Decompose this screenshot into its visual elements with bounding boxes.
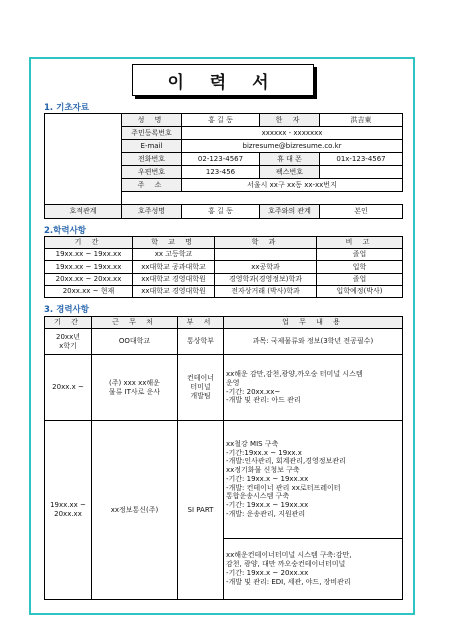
- career-company-line: 물류 IT사로 운사: [108, 387, 161, 396]
- edu-school: xx대학교 경영대학원: [133, 273, 215, 285]
- family-label: 호적관계: [45, 205, 122, 219]
- email-value: bizresume@bizresume.co.kr: [182, 140, 403, 153]
- mobile-label: 휴 대 폰: [260, 153, 320, 166]
- duty-line: 통합운송시스템 구축: [226, 492, 290, 501]
- duty-line: -기간: 20xx.xx~: [226, 387, 281, 396]
- career-dept: 통상학부: [178, 329, 224, 355]
- hanja-label: 한 자: [260, 114, 320, 127]
- address-label: 주 소: [122, 179, 182, 192]
- zip-label: 우편번호: [122, 166, 182, 179]
- edu-school: xx대학교 공과대학교: [133, 261, 215, 273]
- career-dept-line: 개발팀: [190, 391, 211, 400]
- duty-line: -개발 및 관리: EDI, 세관, 야드, 장비관리: [226, 577, 351, 586]
- section-basic-heading: 1. 기초자료: [44, 103, 89, 113]
- career-company: [92, 355, 178, 421]
- duty-line: -개발 및 관리: 아드 관리: [226, 396, 301, 405]
- rrn-value: xxxxxx - xxxxxxx: [182, 127, 403, 140]
- duty-line: 감천, 광양, 대만 까오숭컨테이너터미널: [226, 560, 346, 569]
- duty-line: -개발: 컨테이너 관리 xx로터프레이터: [226, 483, 341, 492]
- document-title: 이 력 서: [132, 64, 314, 96]
- edu-period: 20xx.xx ~ 현재: [45, 285, 133, 297]
- duty-line: -기간: 19xx.x ~ 19xx.xx: [226, 474, 309, 483]
- edu-header-school: 학 교 명: [133, 237, 215, 249]
- career-duties: 과목: 국제물류와 정보(3학년 전공필수): [224, 329, 403, 355]
- career-dept-line: 컨테이너: [186, 374, 215, 383]
- table-row: [45, 261, 403, 273]
- fax-label: 팩스번호: [260, 166, 320, 179]
- duty-line: xx정기화물 신청보 구축: [226, 466, 300, 475]
- edu-note: 입학예정(박사): [317, 285, 403, 297]
- table-row: [45, 420, 403, 538]
- table-row: [45, 355, 403, 421]
- duty-line: -기간:19xx.x ~ 19xx.x: [226, 448, 302, 457]
- duty-line: -개발: 운송관리, 지원관리: [226, 509, 306, 518]
- zip-value: 123-456: [182, 166, 260, 179]
- career-company-line: (주) xxx xx해운: [109, 378, 160, 387]
- photo-box: [45, 114, 122, 205]
- email-label: E-mail: [122, 140, 182, 153]
- mobile-value: 01x-123-4567: [320, 153, 403, 166]
- career-dept: SI PART: [178, 420, 224, 599]
- edu-note: 졸업: [317, 273, 403, 285]
- edu-major: 경영학과(경영정보)학과: [215, 273, 317, 285]
- education-table: [44, 236, 403, 298]
- edu-header-major: 학 과: [215, 237, 317, 249]
- duty-line: -기간: 19xx.x ~ 20xx.xx: [226, 568, 309, 577]
- career-header-duties: 업 무 내 용: [224, 317, 403, 329]
- career-period: [45, 420, 92, 599]
- fax-value: [320, 166, 403, 179]
- phone-label: 전화번호: [122, 153, 182, 166]
- career-company: OO대학교: [92, 329, 178, 355]
- duty-line: -개발:인사관리, 회계관리,경영정보관리: [226, 457, 346, 466]
- table-row: [45, 273, 403, 285]
- career-header-period: 기 간: [45, 317, 92, 329]
- edu-school: xx대학교 경영대학원: [133, 285, 215, 297]
- table-row: [45, 249, 403, 261]
- name-label: 성 명: [122, 114, 182, 127]
- career-table: [44, 316, 403, 600]
- career-period-line: 20xx.xx: [54, 509, 82, 518]
- table-row: [45, 285, 403, 297]
- table-row: [45, 329, 403, 355]
- section-education-heading: 2.학력사항: [44, 226, 86, 236]
- hanja-value: 洪吉東: [320, 114, 403, 127]
- career-period: [45, 329, 92, 355]
- relation-label: 호주와의 관계: [260, 205, 320, 219]
- edu-school: xx 고등학교: [133, 249, 215, 261]
- rrn-label: 주민등록번호: [122, 127, 182, 140]
- edu-header-period: 기 간: [45, 237, 133, 249]
- career-period: 20xx.x ~: [45, 355, 92, 421]
- duty-line: -기간: 19xx.x ~ 19xx.xx: [226, 501, 309, 510]
- phone-value: 02-123-4567: [182, 153, 260, 166]
- career-duties: [224, 538, 403, 599]
- career-header-dept: 부 서: [178, 317, 224, 329]
- career-period-line: 20xx년: [56, 332, 80, 341]
- edu-note: 입학: [317, 261, 403, 273]
- edu-note: 졸업: [317, 249, 403, 261]
- career-period-line: 19xx.xx ~: [50, 501, 86, 510]
- duty-line: xx해운 감만,감천,광양,까오숭 터미널 시스템: [226, 370, 363, 378]
- career-dept-line: 터미널: [190, 383, 211, 392]
- edu-period: 19xx.xx ~ 19xx.xx: [45, 261, 133, 273]
- edu-major: [215, 249, 317, 261]
- address-value: 서울시 xx구 xx동 xx-xx번지: [182, 179, 403, 192]
- edu-header-note: 비 고: [317, 237, 403, 249]
- edu-major: xx공학과: [215, 261, 317, 273]
- edu-period: 19xx.xx ~ 19xx.xx: [45, 249, 133, 261]
- head-label: 호주성명: [122, 205, 182, 219]
- edu-major: 전자상거래 (박사)학과: [215, 285, 317, 297]
- career-duties: [224, 420, 403, 538]
- career-duties: [224, 355, 403, 421]
- career-company: xx정보통신(주): [92, 420, 178, 599]
- career-period-line: x학기: [59, 341, 77, 350]
- name-value: 홍 길 동: [182, 114, 260, 127]
- duty-line: xx해운컨테이너터미널 시스템 구축:감만,: [226, 551, 352, 560]
- relation-value: 본인: [320, 205, 403, 219]
- basic-info-table: [44, 113, 403, 219]
- career-header-company: 근 무 처: [92, 317, 178, 329]
- edu-period: 20xx.xx ~ 20xx.xx: [45, 273, 133, 285]
- duty-line: 운영: [226, 378, 240, 387]
- duty-line: xx철강 MIS 구축: [226, 439, 279, 448]
- section-career-heading: 3. 경력사항: [44, 305, 89, 315]
- head-value: 홍 길 동: [182, 205, 260, 219]
- career-dept: [178, 355, 224, 421]
